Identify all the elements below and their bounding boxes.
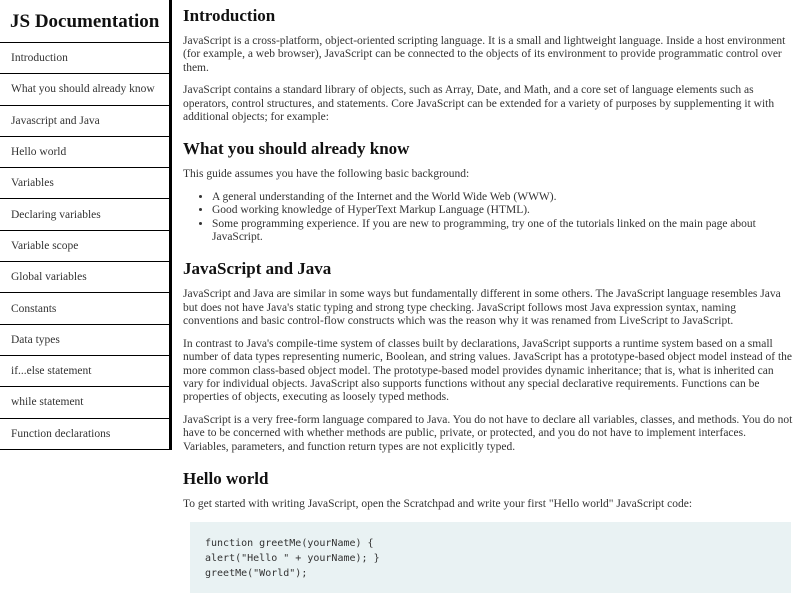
sidebar-item-what-you-should-already-know[interactable]: What you should already know xyxy=(0,74,169,105)
sidebar-item-variable-scope[interactable]: Variable scope xyxy=(0,231,169,262)
section-javascript-and-java xyxy=(183,259,793,453)
sidebar-item-data-types[interactable]: Data types xyxy=(0,325,169,356)
section-introduction xyxy=(183,6,793,124)
paragraph-intro-2: JavaScript contains a standard library of objects, such as Array, Date, and Math, and a core set of language elements such as operators, control structures, and statements. Core JavaScript can be extended for a variety of purposes by supplementing it with additional objects; for example: xyxy=(183,84,775,124)
code-text: function greetMe(yourName) { alert("Hello " + yourName); } greetMe("World"); xyxy=(205,538,380,580)
paragraph-java-3: JavaScript is a very free-form language compared to Java. You do not have to declare all variables, classes, and methods. You do not have to be concerned with whether methods are public, private, or protected, and you do not have to implement interfaces. Variables, parameters, and function return types are not explicitly typed. xyxy=(183,413,793,453)
sidebar-item-function-declarations[interactable]: Function declarations xyxy=(0,419,169,450)
sidebar-item-hello-world[interactable]: Hello world xyxy=(0,137,169,168)
section-what-you-should-already-know xyxy=(183,139,793,244)
paragraph-intro-1: JavaScript is a cross-platform, object-oriented scripting language. It is a small and lightweight language. Inside a host environment (for example, a web browser), JavaScript can be connected to the objects of its environment to provide programmatic control over them. xyxy=(183,35,786,74)
sidebar-item-global-variables[interactable]: Global variables xyxy=(0,262,169,293)
code-block xyxy=(190,522,791,593)
sidebar-title: JS Documentation xyxy=(10,11,160,32)
sidebar-header xyxy=(0,0,169,43)
sidebar-item-while-statement[interactable]: while statement xyxy=(0,387,169,418)
main-content xyxy=(175,6,800,593)
section-heading-javascript-and-java: JavaScript and Java xyxy=(183,259,332,279)
list-item: • Some programming experience. If you are new to programming, try one of the tutorials linked on the main page about JavaScript. xyxy=(212,218,793,245)
sidebar-item-javascript-and-java[interactable]: Javascript and Java xyxy=(0,106,169,137)
sidebar-item-introduction[interactable]: Introduction xyxy=(0,43,169,74)
paragraph-java-1: JavaScript and Java are similar in some ways but fundamentally different in some others. The JavaScript language resembles Java but does not have Java's static typing and strong type checking. JavaScript follows most Java expression syntax, naming conventions and basic control-flow constructs which was the reason why it was renamed from LiveScript to JavaScript. xyxy=(183,288,781,328)
section-heading-introduction: Introduction xyxy=(183,6,276,25)
prerequisites-list xyxy=(183,191,793,245)
paragraph-background: This guide assumes you have the following basic background: xyxy=(183,168,470,181)
paragraph-hello-world: To get started with writing JavaScript, open the Scratchpad and write your first "Hello world" JavaScript code: xyxy=(183,497,693,510)
paragraph-java-2: In contrast to Java's compile-time system of classes built by declarations, JavaScript supports a runtime system based on a small number of data types representing numeric, Boolean, and string values. JavaScript has a prototype-based object model instead of the more common class-based object model. The prototype-based model provides dynamic inheritance; that is, what is inherited can vary for individual objects. JavaScript also supports functions without any special declarative requirements. Functions can be properties of objects, executing as loosely typed methods. xyxy=(183,337,793,404)
sidebar-item-constants[interactable]: Constants xyxy=(0,293,169,324)
section-heading-hello-world: Hello world xyxy=(183,468,269,488)
sidebar-item-if-else-statement[interactable]: if...else statement xyxy=(0,356,169,387)
sidebar-item-declaring-variables[interactable]: Declaring variables xyxy=(0,199,169,230)
sidebar-item-variables[interactable]: Variables xyxy=(0,168,169,199)
section-heading-what-you-should-already-know: What you should already know xyxy=(183,139,410,159)
list-item: • Good working knowledge of HyperText Markup Language (HTML). xyxy=(212,204,793,217)
sidebar xyxy=(0,0,172,450)
list-item: • A general understanding of the Internet and the World Wide Web (WWW). xyxy=(212,191,793,204)
section-hello-world xyxy=(183,469,793,593)
